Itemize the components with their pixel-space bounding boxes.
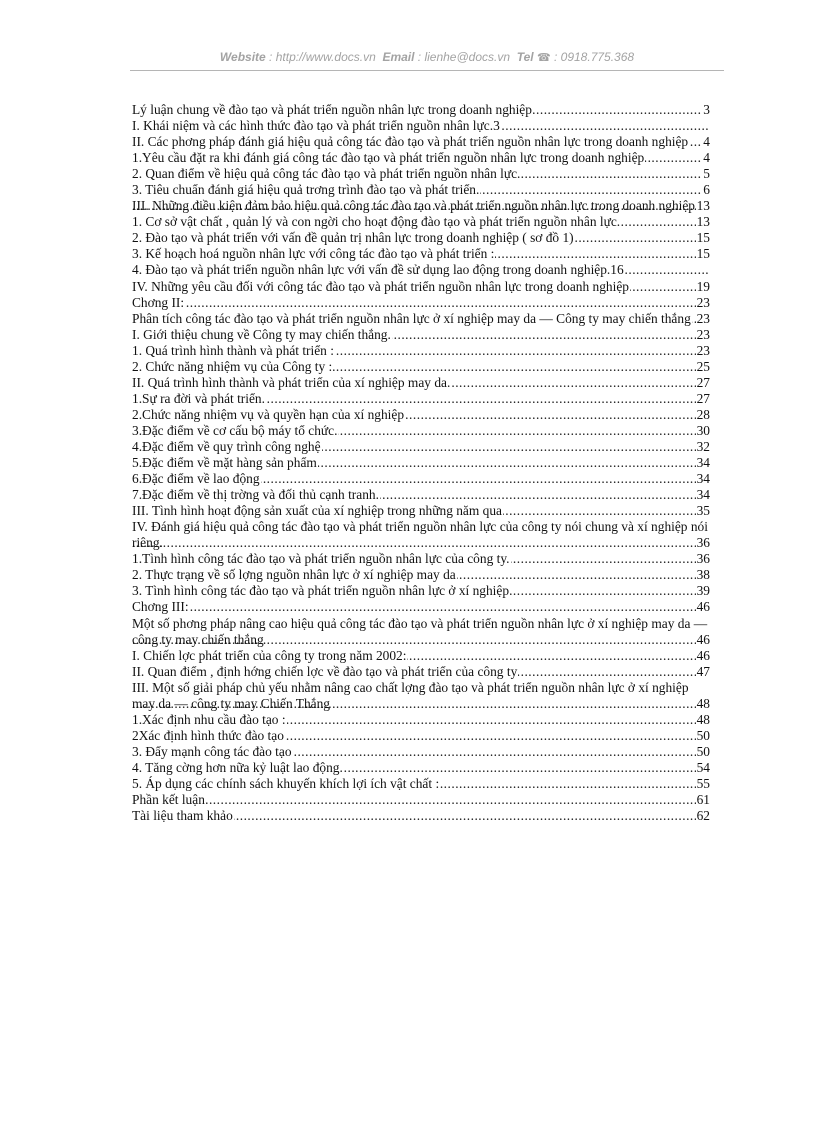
toc-entry-title: 2. Đào tạo và phát triển với vấn đề quản trị nhân lực trong doanh nghiệp ( sơ đồ 1): [132, 230, 574, 246]
toc-entry: [132, 118, 710, 134]
toc-entry: [132, 343, 710, 359]
toc-entry-title: II. Quan điểm , định hớng chiến lợc về đào tạo và phát triển của công ty: [132, 663, 518, 679]
toc-entry-title: Chơng II:: [132, 294, 185, 310]
toc-entry: [132, 760, 710, 776]
toc-page-number: 27: [696, 374, 710, 390]
toc-page-number: 34: [696, 471, 710, 487]
toc-entry-title: 2.Chức năng nhiệm vụ và quyền hạn của xí nghiệp: [132, 406, 405, 422]
toc-entry-title: Một số phơng pháp nâng cao hiệu quả công tác đào tạo và phát triển nguồn nhân lực ở xí nghiệp may da — công ty may chiến thắng: [132, 615, 708, 647]
toc-page-number: 27: [696, 390, 710, 406]
toc-page-number: 4: [703, 150, 710, 166]
toc-entry-title: 2. Chức năng nhiệm vụ của Công ty :: [132, 358, 333, 374]
toc-entry-title: 1. Cơ sở vật chất , quản lý và con ngời cho hoạt động đào tạo và phát triển nguồn nhân lực.: [132, 214, 621, 230]
toc-entry: [132, 359, 710, 375]
toc-page-number: 23: [696, 310, 710, 326]
toc-entry: [132, 311, 710, 327]
toc-entry: [132, 391, 710, 407]
toc-entry-title: 2Xác định hình thức đào tạo: [132, 727, 284, 743]
toc-page-number: 46: [696, 647, 710, 663]
toc-entry-title: IV. Những yêu cầu đối với công tác đào tạo và phát triển nguồn nhân lực trong doanh nghiệp: [132, 278, 629, 294]
toc-page-number: 35: [696, 503, 710, 519]
toc-entry-title: II. Quá trình hình thành và phát triển của xí nghiệp may da.: [132, 374, 451, 390]
email-label: Email: [382, 50, 415, 64]
toc-entry: [132, 198, 710, 214]
toc-page-number: 28: [696, 406, 710, 422]
toc-entry-title: 1. Quá trình hình thành và phát triển :: [132, 342, 334, 358]
toc-page-number: 4: [703, 134, 710, 150]
toc-entry: [132, 551, 710, 567]
toc-page-number: 3: [703, 102, 710, 117]
toc-leader-dots: [132, 535, 710, 551]
toc-leader-dots: [132, 295, 710, 311]
toc-entry: [132, 567, 710, 583]
table-of-contents: [132, 102, 710, 824]
toc-entry-title: IV. Đánh giá hiệu quả công tác đào tạo và phát triển nguồn nhân lực của công ty nói chung và xí nghiệp nói riêng.: [132, 519, 708, 551]
toc-entry-title: 4. Đào tạo và phát triển nguồn nhân lực với vấn đề sử dụng lao động trong doanh nghiệp.16: [132, 262, 624, 278]
toc-leader-dots: [132, 792, 710, 808]
toc-entry-title: 3. Tình hình công tác đào tạo và phát triển nguồn nhân lực ở xí nghiệp: [132, 583, 510, 599]
toc-entry: [132, 792, 710, 808]
toc-entry-title: 3. Tiêu chuẩn đánh giá hiệu quả trơng trình đào tạo và phát triển.: [132, 182, 480, 198]
toc-entry-title: 3. Kế hoạch hoá nguồn nhân lực với công tác đào tạo và phát triển :: [132, 246, 495, 262]
toc-page-number: 46: [696, 631, 710, 647]
toc-page-number: 5: [703, 166, 710, 182]
toc-entry: [132, 262, 710, 278]
toc-entry-title: III. Những điều kiện đảm bảo hiệu quả công tác đào tạo và phát triển nguồn nhân lực trong doanh nghiệp: [132, 198, 696, 214]
toc-entry: [132, 166, 710, 182]
toc-entry: [132, 680, 710, 712]
toc-page-number: 15: [696, 230, 710, 246]
toc-entry: [132, 503, 710, 519]
toc-entry: [132, 327, 710, 343]
header-divider: [130, 70, 724, 71]
toc-entry-title: Lý luận chung về đào tạo và phát triển nguồn nhân lực trong doanh nghiệp: [132, 102, 532, 117]
toc-entry: [132, 744, 710, 760]
toc-entry: [132, 295, 710, 311]
toc-entry: [132, 279, 710, 295]
toc-entry-title: 1.Tình hình công tác đào tạo và phát triển nguồn nhân lực của công ty.: [132, 551, 510, 567]
toc-page-number: 47: [696, 663, 710, 679]
toc-entry-title: Phân tích công tác đào tạo và phát triển nguồn nhân lực ở xí nghiệp may da — Công ty may chiến thắng: [132, 310, 691, 326]
toc-page-number: 34: [696, 455, 710, 471]
toc-page-number: 13: [696, 198, 710, 214]
toc-page-number: 23: [696, 294, 710, 310]
toc-entry-title: I. Khái niệm và các hình thức đào tạo và phát triển nguồn nhân lực.3: [132, 118, 500, 134]
toc-entry-title: I. Giới thiệu chung về Công ty may chiến thắng.: [132, 326, 391, 342]
toc-entry: [132, 519, 710, 551]
toc-entry: [132, 439, 710, 455]
toc-entry: [132, 664, 710, 680]
toc-entry-title: Chơng III:: [132, 599, 189, 615]
toc-entry: [132, 423, 710, 439]
toc-entry: [132, 214, 710, 230]
toc-page-number: 48: [696, 695, 710, 711]
email-value: : lienhe@docs.vn: [414, 50, 511, 64]
toc-entry: [132, 455, 710, 471]
toc-page-number: 19: [696, 278, 710, 294]
toc-page-number: 50: [696, 727, 710, 743]
tel-label: Tel: [516, 50, 534, 64]
toc-entry-title: III. Một số giải pháp chủ yếu nhằm nâng cao chất lợng đào tạo và phát triển nguồn nhân lực ở xí nghiệp may da — công ty may Chiến Thắng: [132, 679, 689, 711]
toc-entry-title: 6.Đặc điểm về lao động: [132, 471, 260, 487]
toc-entry-title: II. Các phơng pháp đánh giá hiệu quả công tác đào tạo và phát triển nguồn nhân lực trong doanh nghiệp: [132, 134, 689, 150]
toc-entry: [132, 728, 710, 744]
toc-entry-title: 5. Áp dụng các chính sách khuyến khích lợi ích vật chất :: [132, 775, 440, 791]
toc-page-number: 62: [696, 808, 710, 824]
toc-entry: [132, 182, 710, 198]
toc-page-number: 23: [696, 326, 710, 342]
toc-page-number: 34: [696, 487, 710, 503]
toc-entry: [132, 616, 710, 648]
toc-entry-title: 3. Đẩy mạnh công tác đào tạo: [132, 743, 292, 759]
toc-page-number: 30: [696, 422, 710, 438]
toc-entry: [132, 808, 710, 824]
toc-page-number: 39: [696, 583, 710, 599]
toc-entry-title: 1.Yêu cầu đặt ra khi đánh giá công tác đào tạo và phát triển nguồn nhân lực trong doanh nghiệp: [132, 150, 645, 166]
toc-page-number: 54: [696, 759, 710, 775]
toc-entry-title: 1.Xác định nhu cầu đào tạo :: [132, 711, 286, 727]
toc-page-number: 38: [696, 567, 710, 583]
toc-entry: [132, 471, 710, 487]
toc-page-number: 6: [703, 182, 710, 198]
website-label: Website: [219, 50, 266, 64]
page-header: [130, 50, 724, 70]
toc-entry-title: 5.Đặc điểm về mặt hàng sản phẩm: [132, 455, 317, 471]
toc-entry-title: 7.Đặc điểm về thị trờng và đối thủ cạnh tranh.: [132, 487, 379, 503]
toc-entry: [132, 648, 710, 664]
toc-entry-title: 4.Đặc điểm về quy trình công nghệ: [132, 438, 321, 454]
tel-value: : 0918.775.368: [550, 50, 635, 64]
toc-entry-title: 2. Thực trạng về số lợng nguồn nhân lực ở xí nghiệp may da: [132, 567, 456, 583]
toc-page-number: 46: [696, 599, 710, 615]
toc-entry: [132, 102, 710, 118]
website-value: : http://www.docs.vn: [265, 50, 376, 64]
toc-page-number: 50: [696, 743, 710, 759]
toc-entry: [132, 583, 710, 599]
toc-entry: [132, 407, 710, 423]
toc-entry-title: III. Tình hình hoạt động sản xuất của xí nghiệp trong những năm qua: [132, 503, 502, 519]
toc-page-number: 36: [696, 551, 710, 567]
toc-entry-title: 4. Tăng cờng hơn nữa kỷ luật lao động.: [132, 759, 343, 775]
toc-entry-title: 3.Đặc điểm về cơ cấu bộ máy tổ chức.: [132, 422, 338, 438]
toc-entry-title: I. Chiến lợc phát triển của công ty trong năm 2002:: [132, 647, 407, 663]
toc-page-number: 13: [696, 214, 710, 230]
toc-page-number: 61: [696, 792, 710, 808]
toc-entry: [132, 712, 710, 728]
toc-entry: [132, 230, 710, 246]
toc-page-number: 25: [696, 358, 710, 374]
toc-leader-dots: [132, 599, 710, 615]
toc-page-number: 55: [696, 775, 710, 791]
toc-entry-title: 2. Quan điểm về hiệu quả công tác đào tạo và phát triển nguồn nhân lực.: [132, 166, 521, 182]
toc-entry: [132, 776, 710, 792]
toc-page-number: 23: [696, 342, 710, 358]
toc-entry: [132, 599, 710, 615]
toc-entry: [132, 246, 710, 262]
toc-entry-title: Tài liệu tham khảo: [132, 808, 233, 824]
toc-page-number: 48: [696, 711, 710, 727]
toc-page-number: 15: [696, 246, 710, 262]
toc-page-number: 32: [696, 438, 710, 454]
toc-page-number: 36: [696, 535, 710, 551]
toc-entry: [132, 150, 710, 166]
toc-entry-title: 1.Sự ra đời và phát triển.: [132, 390, 265, 406]
phone-icon: ☎: [536, 52, 551, 64]
toc-entry: [132, 487, 710, 503]
toc-entry: [132, 134, 710, 150]
toc-entry: [132, 375, 710, 391]
toc-entry-title: Phần kết luận: [132, 792, 205, 808]
